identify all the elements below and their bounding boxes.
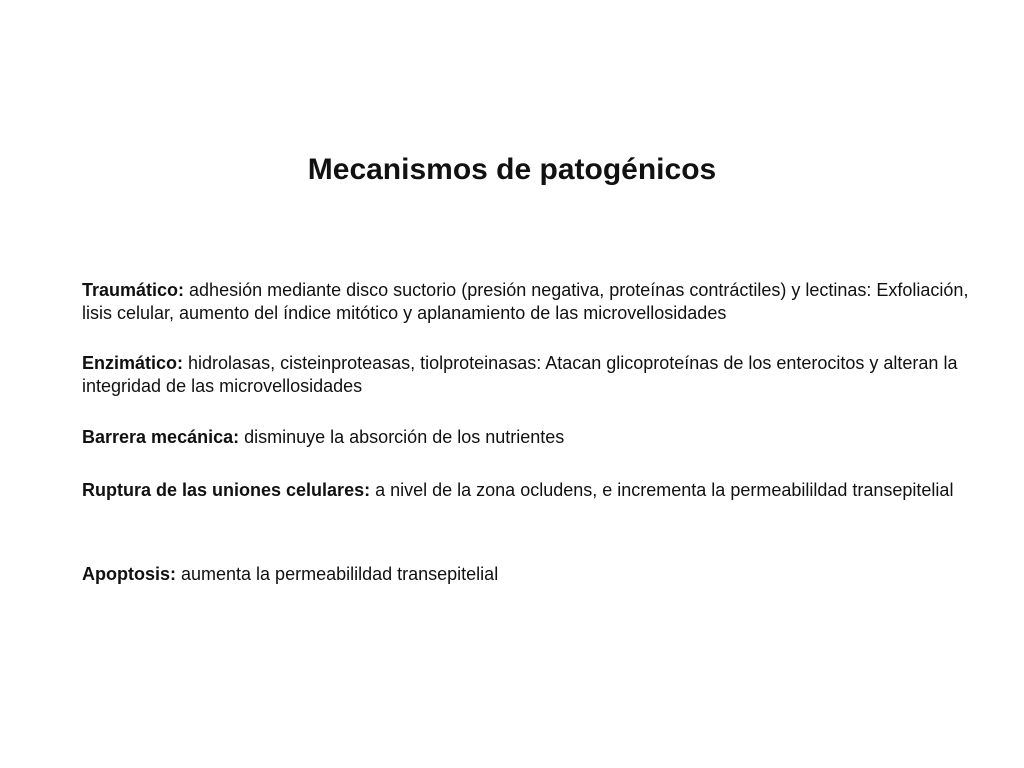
- mechanism-barrera-mecanica: [82, 426, 982, 449]
- mechanism-term: Barrera mecánica:: [82, 427, 240, 447]
- mechanism-term: Ruptura de las uniones celulares:: [82, 480, 371, 500]
- mechanism-ruptura-uniones: [82, 479, 982, 502]
- mechanism-description: hidrolasas, cisteinproteasas, tiolproteinasas: Atacan glicoproteínas de los enterocitos y alteran la integridad de las microvellosidades: [82, 353, 958, 396]
- slide-title: Mecanismos de patogénicos: [307, 153, 717, 186]
- mechanism-description: adhesión mediante disco suctorio (presión negativa, proteínas contráctiles) y lectinas: Exfoliación, lisis celular, aumento del índice mitótico y aplanamiento de las microvellosidades: [82, 280, 969, 323]
- mechanism-description: disminuye la absorción de los nutrientes: [239, 427, 565, 447]
- mechanism-enzimatico: [82, 352, 982, 398]
- mechanism-term: Enzimático:: [82, 353, 184, 373]
- mechanism-description: a nivel de la zona ocludens, e incrementa la permeabilildad transepitelial: [370, 480, 954, 500]
- mechanism-description: aumenta la permeabilildad transepitelial: [176, 564, 499, 584]
- mechanism-traumatico: [82, 279, 982, 325]
- mechanism-apoptosis: [82, 563, 982, 586]
- mechanism-term: Apoptosis:: [82, 564, 176, 584]
- mechanism-term: Traumático:: [82, 280, 185, 300]
